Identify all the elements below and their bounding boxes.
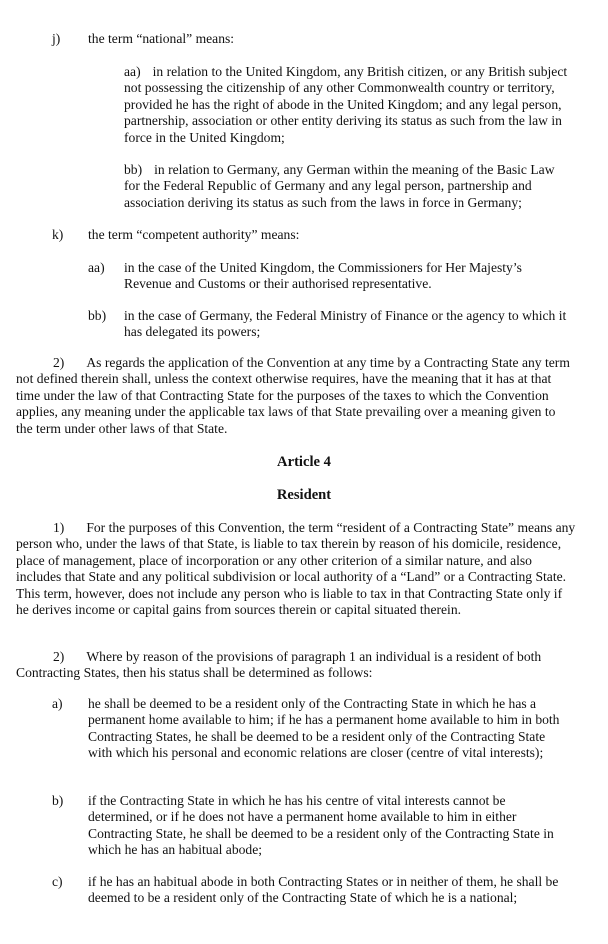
paragraph-3-2-text: As regards the application of the Convention at any time by a Contracting State any term not defined therein shall, unless the context otherwise requires, have the meaning that it has at that time under the law of that Contracting State for the purposes of the taxes to which the Convention applies, any meaning under the applicable tax laws of that State prevailing over a meaning given to the term under other laws of that State. (16, 355, 570, 436)
paragraph-4-2-text: Where by reason of the provisions of paragraph 1 an individual is a resident of both Contracting States, then his status shall be determined as follows: (16, 649, 542, 681)
article-title: Resident (276, 487, 332, 503)
definition-k-bb-text: in the case of Germany, the Federal Ministry of Finance or the agency to which it has delegated its powers; (124, 308, 567, 340)
definition-k-text: the term “competent authority” means: (88, 227, 300, 242)
definition-k (52, 227, 572, 243)
paragraph-3-2 (16, 355, 574, 437)
list-item-label: c) (52, 874, 63, 889)
article-number: Article 4 (277, 454, 331, 470)
definition-j-aa (124, 64, 570, 146)
definition-k-bb-label: bb) (88, 308, 107, 323)
definition-k-bb (88, 308, 572, 341)
definition-j (52, 31, 572, 47)
definition-j-aa-text: in relation to the United Kingdom, any British citizen, or any British subject not possessing the citizenship of any other Commonwealth country or territory, provided he has the right of abode in the United Kingdom; and any legal person, partnership, association or other entity deriving its status as such from the law in force in the United Kingdom; (124, 64, 568, 145)
list-item (52, 696, 572, 762)
list-item-text: if the Contracting State in which he has his centre of vital interests cannot be determined, or if he does not have a permanent home available to him in either Contracting State, he shall be deemed to be a resident only of the Contracting State in which he has an habitual abode; (88, 793, 554, 858)
list-item-label: b) (52, 793, 64, 808)
definition-j-text: the term “national” means: (88, 31, 235, 46)
definition-k-label: k) (52, 227, 64, 242)
list-item-text: if he has an habitual abode in both Contracting States or in neither of them, he shall be deemed to be a resident only of the Contracting State of which he is a national; (88, 874, 559, 906)
list-item (52, 793, 572, 859)
paragraph-4-2-label: 2) (53, 649, 65, 664)
definition-k-aa (88, 260, 572, 293)
list-item (52, 874, 572, 907)
list-item-label: a) (52, 696, 63, 711)
definition-k-aa-text: in the case of the United Kingdom, the Commissioners for Her Majesty’s Revenue and Customs or their authorised representative. (124, 260, 522, 292)
paragraph-4-1 (16, 520, 576, 618)
list-item-text: he shall be deemed to be a resident only of the Contracting State in which he has a permanent home available to him; if he has a permanent home available to him in both Contracting States, he shall be deemed to be a resident only of the Contracting State with which his personal and economic relations are closer (centre of vital interests); (88, 696, 560, 761)
definition-j-aa-label: aa) (124, 64, 141, 79)
paragraph-3-2-label: 2) (53, 355, 65, 370)
definition-k-aa-label: aa) (88, 260, 105, 275)
definition-j-bb (124, 162, 570, 211)
definition-j-bb-text: in relation to Germany, any German within the meaning of the Basic Law for the Federal Republic of Germany and any legal person, partnership and association deriving its status as such from the laws in force in Germany; (124, 162, 555, 210)
definition-j-bb-label: bb) (124, 162, 143, 177)
paragraph-4-1-text: For the purposes of this Convention, the term “resident of a Contracting State” means any person who, under the laws of that State, is liable to tax therein by reason of his domicile, residence, place of management, place of incorporation or any other criterion of a similar nature, and also includes that State and any political subdivision or local authority of a “Land” or a Contracting State. This term, however, does not include any person who is liable to tax in that Contracting State only if he derives income or capital gains from sources therein or capital situated therein. (16, 520, 576, 618)
definition-j-label: j) (52, 31, 61, 46)
paragraph-4-2 (16, 649, 576, 682)
paragraph-4-1-label: 1) (53, 520, 65, 535)
